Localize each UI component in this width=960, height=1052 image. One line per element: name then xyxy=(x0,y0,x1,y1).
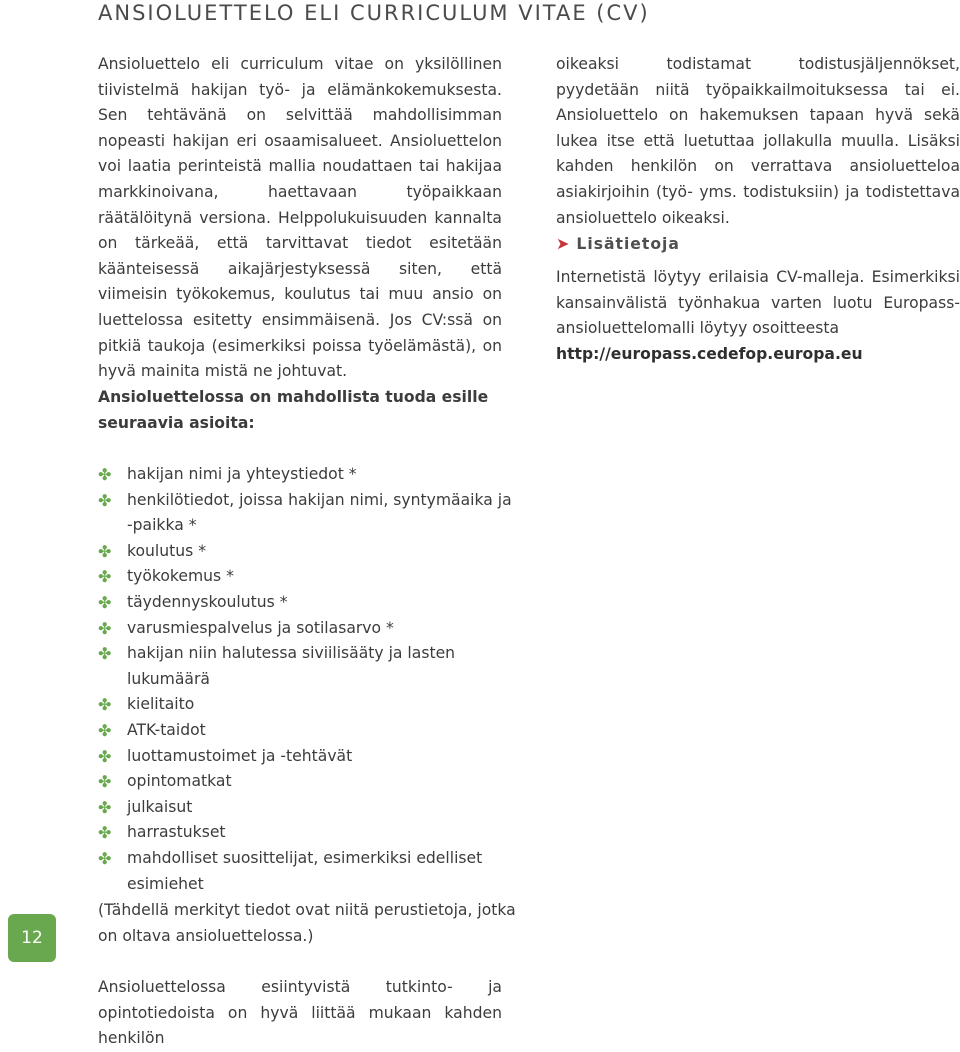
list-item-text: hakijan niin halutessa siviilisääty ja lasten lukumäärä xyxy=(127,644,456,688)
bullet-icon: ✤ xyxy=(98,541,112,561)
list-item-text: kielitaito xyxy=(127,695,195,714)
arrow-right-icon: ➤ xyxy=(556,234,571,253)
bullet-icon: ✤ xyxy=(98,644,112,664)
list-item xyxy=(98,769,518,795)
list-item xyxy=(98,820,518,846)
cv-items-list xyxy=(98,462,518,897)
list-item xyxy=(98,795,518,821)
list-item-text: luottamustoimet ja -tehtävät xyxy=(127,746,353,765)
list-item xyxy=(98,616,518,642)
intro-paragraph: Ansioluettelo eli curriculum vitae on yksilöllinen tiivistelmä hakijan työ- ja elämänkokemuksesta. Sen tehtävänä on selvittää mahdollisimman nopeasti hakijan eri osaamisalueet. Ansioluettelon voi laatia perinteistä mallia noudattaen tai hakijaa markkinoivana, haettavaan työpaikkaan räätälöitynä versiona. Helppolukuisuuden kannalta on tärkeää, että tarvittavat tiedot esitetään käänteisessä aikajärjestyksessä siten, että viimeisin työkokemus, koulutus tai muu ansio on luettelossa esitetty ensimmäisenä. Jos CV:ssä on pitkiä taukoja (esimerkiksi poissa työelämästä), on hyvä mainita mistä ne johtuvat. xyxy=(98,55,502,381)
side-text: Internetistä löytyy erilaisia CV-malleja. Esimerkiksi kansainvälistä työnhakua varten luotu Europass-ansioluettelomalli löytyy osoitteesta xyxy=(556,268,960,338)
bullet-icon: ✤ xyxy=(98,797,112,817)
page-number-badge: 12 xyxy=(8,914,56,962)
bottom-paragraph: Ansioluettelossa esiintyvistä tutkinto- ja opintotiedoista on hyvä liittää mukaan kahden henkilön xyxy=(98,978,502,1048)
footnote: (Tähdellä merkityt tiedot ovat niitä perustietoja, jotka on oltava ansioluettelossa.) xyxy=(98,901,516,945)
bullet-icon: ✤ xyxy=(98,720,112,740)
right-column xyxy=(556,52,960,231)
bullet-icon: ✤ xyxy=(98,772,112,792)
list-item-text: harrastukset xyxy=(127,823,226,842)
list-item xyxy=(98,641,518,692)
list-item xyxy=(98,462,518,488)
bullet-icon: ✤ xyxy=(98,592,112,612)
bullet-icon: ✤ xyxy=(98,465,112,484)
list-item-text: työkokemus * xyxy=(127,567,234,586)
bullet-icon: ✤ xyxy=(98,746,112,766)
bullet-icon: ✤ xyxy=(98,490,112,510)
europass-link[interactable]: http://europass.cedefop.europa.eu xyxy=(556,345,863,363)
list-item-text: koulutus * xyxy=(127,541,206,560)
list-item xyxy=(98,718,518,744)
list-item-text: mahdolliset suosittelijat, esimerkiksi edelliset esimiehet xyxy=(127,848,483,893)
list-item xyxy=(98,564,518,590)
list-item xyxy=(98,744,518,770)
list-item xyxy=(98,692,518,718)
list-item xyxy=(98,488,518,539)
left-column xyxy=(98,52,502,385)
list-item xyxy=(98,539,518,565)
list-item-text: varusmiespalvelus ja sotilasarvo * xyxy=(127,618,394,637)
bullet-icon: ✤ xyxy=(98,823,112,843)
list-item xyxy=(98,590,518,616)
list-item-text: henkilötiedot, joissa hakijan nimi, syntymäaika ja -paikka * xyxy=(127,490,512,535)
bullet-icon: ✤ xyxy=(98,695,112,715)
list-item-text: ATK-taidot xyxy=(127,720,206,739)
side-heading-label: Lisätietoja xyxy=(576,235,680,253)
side-heading xyxy=(556,231,680,258)
list-heading: Ansioluettelossa on mahdollista tuoda esille seuraavia asioita: xyxy=(98,388,489,432)
page-title: ANSIOLUETTELO ELI CURRICULUM VITAE (CV) xyxy=(98,1,650,25)
list-item xyxy=(98,846,518,897)
bullet-icon: ✤ xyxy=(98,567,112,587)
list-item-text: täydennyskoulutus * xyxy=(127,592,288,611)
right-paragraph: oikeaksi todistamat todistusjäljennökset, pyydetään niitä työpaikkailmoituksessa tai ei. Ansioluettelo on hakemuksen tapaan hyvä sekä lukea itse että luetuttaa jollakulla muulla. Lisäksi kahden henkilön on verrattava ansioluetteloa asiakirjoihin (työ- yms. todistuksiin) ja todistettava ansioluettelo oikeaksi. xyxy=(556,55,960,227)
list-item-text: julkaisut xyxy=(127,797,193,816)
list-item-text: opintomatkat xyxy=(127,772,232,791)
bullet-icon: ✤ xyxy=(98,618,112,638)
bullet-icon: ✤ xyxy=(98,848,112,868)
list-item-text: hakijan nimi ja yhteystiedot * xyxy=(127,465,357,483)
